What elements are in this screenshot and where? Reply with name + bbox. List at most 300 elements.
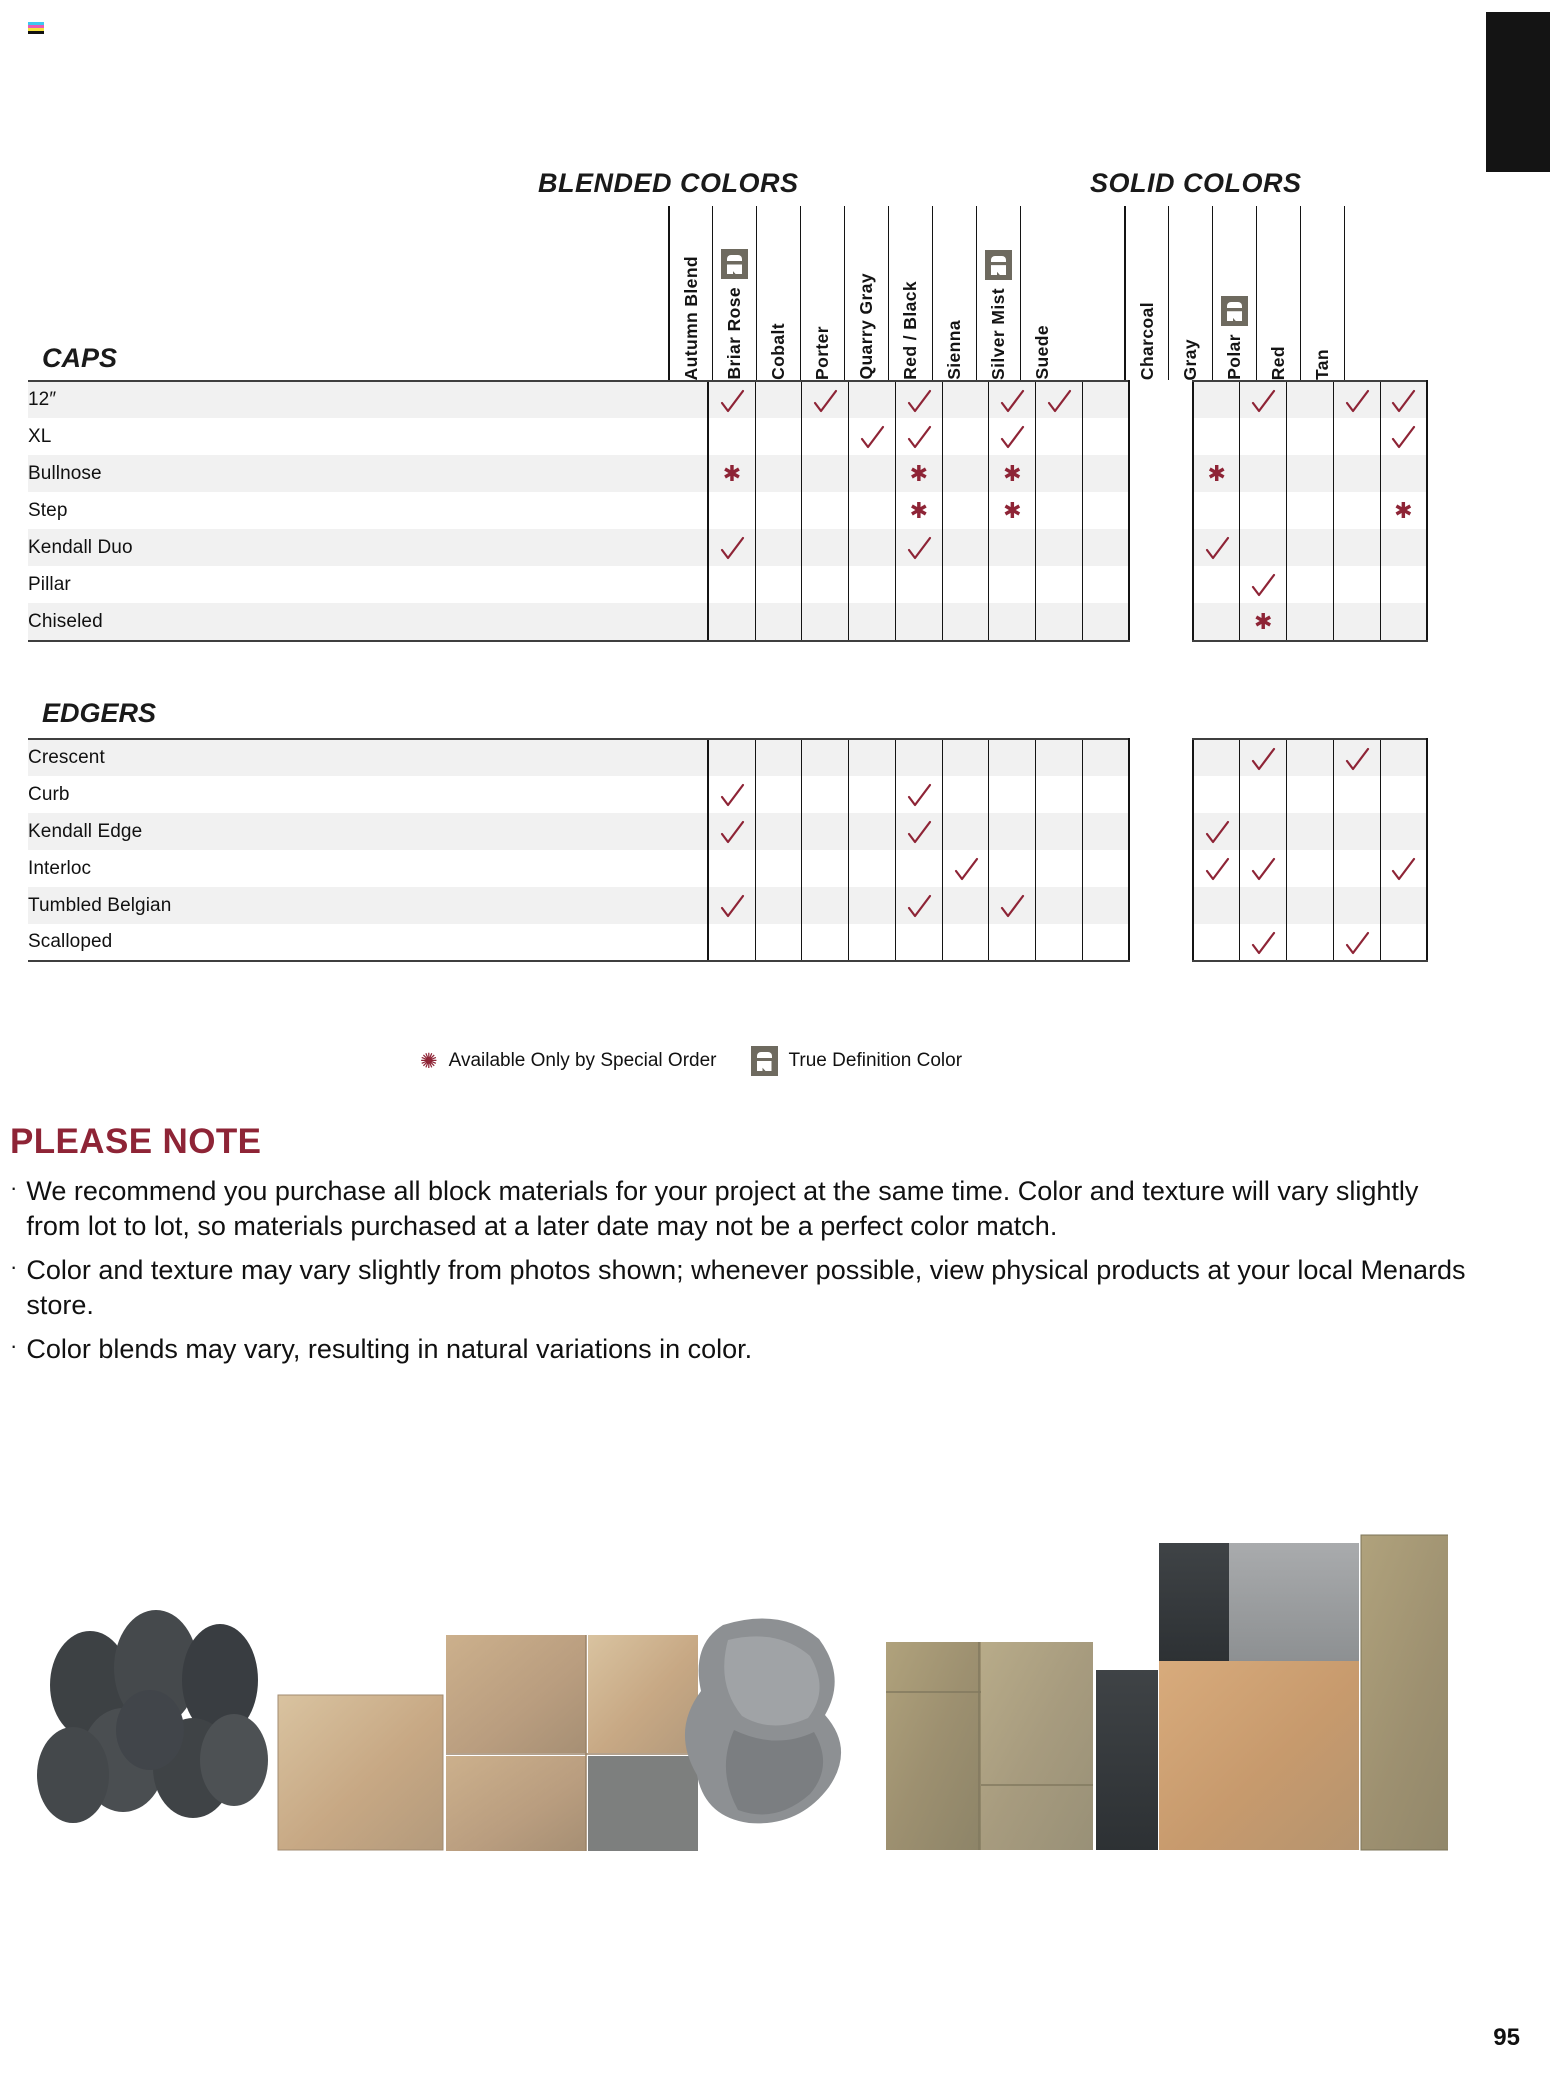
matrix-cell [989,603,1036,641]
table-row [28,739,1427,776]
matrix-cell [755,418,802,455]
matrix-cell [1333,603,1380,641]
column-header-quarry-gray [844,206,888,380]
matrix-cell [1082,603,1129,641]
matrix-cell [1193,529,1240,566]
column-header-label: Suede [1032,325,1052,380]
matrix-cell [942,492,989,529]
check-icon [719,389,745,415]
check-icon [999,425,1025,451]
matrix-cell [895,850,942,887]
note-bullet: · [10,1254,18,1280]
matrix-cell [708,776,755,813]
matrix-cell [1380,887,1427,924]
matrix-cell [895,813,942,850]
matrix-cell [708,529,755,566]
check-icon [906,425,932,451]
matrix-cell [802,566,849,603]
matrix-cell [1333,529,1380,566]
matrix-cell [895,529,942,566]
matrix-cell [895,603,942,641]
matrix-cell [1287,529,1334,566]
matrix-cell [1082,418,1129,455]
row-label: Kendall Duo [28,529,708,566]
matrix-cell [989,813,1036,850]
matrix-cell [849,418,896,455]
matrix-cell [989,776,1036,813]
matrix-cell [1082,529,1129,566]
matrix-cell [1036,418,1083,455]
photo-block-tan [278,1635,698,1851]
matrix-cell [989,418,1036,455]
check-icon [1250,931,1276,957]
check-icon [1390,425,1416,451]
matrix-cell [989,381,1036,418]
matrix-cell [1333,813,1380,850]
photo-paver-slabs [886,1535,1448,1850]
matrix-cell [1082,850,1129,887]
matrix-cell [755,813,802,850]
row-label: Bullnose [28,455,708,492]
row-label: Kendall Edge [28,813,708,850]
registration-mark-icon [28,22,44,36]
matrix-cell [1082,739,1129,776]
matrix-cell [989,887,1036,924]
check-icon [1390,857,1416,883]
check-icon [719,820,745,846]
edgers-table-title: EDGERS [42,698,157,728]
matrix-cell [1240,529,1287,566]
matrix-cell [895,381,942,418]
row-label: 12″ [28,381,708,418]
note-text: Color blends may vary, resulting in natural variations in color. [26,1334,753,1365]
column-header-briar-rose [712,206,756,380]
matrix-cell [755,739,802,776]
matrix-cell [1193,739,1240,776]
column-header-label: Tan [1312,348,1332,380]
column-header-tan [1300,206,1344,380]
group-spacer [1129,492,1193,529]
matrix-cell [802,492,849,529]
matrix-cell [1082,924,1129,961]
row-label: Crescent [28,739,708,776]
matrix-cell [1240,850,1287,887]
matrix-cell [1287,492,1334,529]
note-text: Color and texture may vary slightly from photos shown; whenever possible, view physical products at your local Menards store. [26,1255,1466,1320]
group-label-blended: BLENDED COLORS [538,168,799,198]
matrix-cell [1082,492,1129,529]
matrix-cell [1036,603,1083,641]
matrix-cell [708,813,755,850]
matrix-cell [1240,813,1287,850]
matrix-cell [1380,924,1427,961]
matrix-cell [1193,603,1240,641]
true-definition-icon [985,250,1012,280]
true-definition-icon [721,249,748,279]
group-spacer [1129,455,1193,492]
matrix-cell [1036,813,1083,850]
matrix-cell [1193,492,1240,529]
matrix-cell [1082,566,1129,603]
matrix-cell [755,455,802,492]
true-definition-icon [1221,296,1248,326]
check-icon [906,536,932,562]
row-label: Curb [28,783,70,805]
matrix-cell [1240,887,1287,924]
matrix-cell [1082,455,1129,492]
matrix-cell [802,850,849,887]
note-bullet: · [10,1333,18,1359]
matrix-cell [802,739,849,776]
legend-item-special-order [420,1049,717,1074]
matrix-cell [942,813,989,850]
row-label: Interloc [28,857,92,879]
check-icon [719,536,745,562]
column-header-suede [1020,206,1064,380]
column-header-red [1256,206,1300,380]
group-spacer [1129,566,1193,603]
matrix-cell [1287,418,1334,455]
group-spacer [1129,603,1193,641]
matrix-cell [1380,566,1427,603]
asterisk-icon: ✱ [722,461,742,486]
matrix-cell [1287,566,1334,603]
matrix-cell [802,813,849,850]
matrix-cell [1287,924,1334,961]
matrix-cell [802,887,849,924]
table-row [28,776,1427,813]
group-label-solid: SOLID COLORS [1090,168,1302,198]
matrix-cell [942,603,989,641]
color-availability-tables [28,168,1428,962]
column-header-autumn-blend [668,206,712,380]
table-row [28,887,1427,924]
matrix-cell [1036,455,1083,492]
check-icon [1204,857,1230,883]
matrix-cell [849,887,896,924]
matrix-cell [989,850,1036,887]
asterisk-icon: ✱ [909,461,929,486]
matrix-cell [1036,850,1083,887]
matrix-cell [755,381,802,418]
matrix-cell [755,566,802,603]
row-label: Tumbled Belgian [28,887,708,924]
check-icon [906,894,932,920]
matrix-right-edge [1344,206,1388,380]
matrix-cell [1287,850,1334,887]
column-header-cobalt [756,206,800,380]
matrix-cell [1193,566,1240,603]
matrix-cell [1333,381,1380,418]
matrix-cell [942,455,989,492]
group-spacer [1129,529,1193,566]
matrix-cell [1287,455,1334,492]
matrix-cell [708,418,755,455]
matrix-cell [1193,776,1240,813]
matrix-cell [802,381,849,418]
table-row [28,492,1427,529]
matrix-cell [1380,455,1427,492]
photo-cobbles-dark [37,1610,268,1823]
check-icon [999,389,1025,415]
table-row [28,566,1427,603]
table-row [28,455,1427,492]
check-icon [1204,536,1230,562]
matrix-cell [1240,603,1287,641]
note-list-item [10,1253,1480,1322]
column-header-label: Porter [812,326,832,380]
check-icon [1204,820,1230,846]
column-header-label: Quarry Gray [856,273,876,380]
please-note-title: PLEASE NOTE [10,1122,262,1161]
matrix-cell [1287,381,1334,418]
legend-item-true-definition [751,1046,963,1076]
group-spacer [1129,887,1193,924]
matrix-cell [1287,603,1334,641]
matrix-cell [1193,813,1240,850]
matrix-cell [895,418,942,455]
row-label: Scalloped [28,924,708,961]
matrix-cell [895,455,942,492]
check-icon [812,389,838,415]
matrix-cell [1193,418,1240,455]
check-icon [719,894,745,920]
matrix-cell [1193,850,1240,887]
matrix-cell [708,566,755,603]
matrix-cell [708,924,755,961]
check-icon [953,857,979,883]
matrix-cell [1036,566,1083,603]
matrix-cell [1333,455,1380,492]
check-icon [1390,389,1416,415]
matrix-cell [895,924,942,961]
matrix-cell [1240,776,1287,813]
matrix-cell [1240,739,1287,776]
matrix-cell [989,924,1036,961]
matrix-cell [755,850,802,887]
column-header-label: Charcoal [1136,301,1157,380]
matrix-cell [1333,739,1380,776]
matrix-cell [802,455,849,492]
matrix-cell [1036,924,1083,961]
column-header-charcoal [1124,206,1168,380]
matrix-cell [755,924,802,961]
matrix-cell [1333,492,1380,529]
matrix-cell [1333,566,1380,603]
check-icon [906,820,932,846]
check-icon [859,425,885,451]
column-header-label: Cobalt [768,323,788,380]
matrix-cell [895,492,942,529]
check-icon [999,894,1025,920]
matrix-cell [989,492,1036,529]
matrix-cell [1193,887,1240,924]
matrix-cell [755,776,802,813]
column-header-porter [800,206,844,380]
matrix-cell [1380,813,1427,850]
column-header-label: Silver Mist [988,288,1008,380]
asterisk-icon: ✱ [909,498,929,523]
matrix-cell [1036,529,1083,566]
caps-matrix [28,380,1428,642]
matrix-cell [989,566,1036,603]
matrix-cell [708,381,755,418]
matrix-cell [755,492,802,529]
note-list-item [10,1174,1480,1243]
matrix-cell [1380,418,1427,455]
matrix-cell [1240,492,1287,529]
asterisk-icon: ✱ [1253,609,1273,634]
matrix-cell [849,492,896,529]
asterisk-icon: ✱ [1394,498,1413,523]
check-icon [906,389,932,415]
true-definition-icon [751,1046,778,1076]
group-spacer [1129,739,1193,776]
matrix-cell [989,455,1036,492]
matrix-cell [942,529,989,566]
matrix-cell [802,776,849,813]
matrix-cell [1333,776,1380,813]
matrix-cell [942,566,989,603]
column-header-label: Gray [1180,338,1200,380]
matrix-cell [1082,776,1129,813]
matrix-cell [942,887,989,924]
group-spacer [1129,850,1193,887]
check-icon [1046,389,1072,415]
table-row [28,603,1427,641]
row-label: Chiseled [28,603,708,641]
matrix-cell [1380,492,1427,529]
table-row [28,418,1427,455]
check-icon [1250,389,1276,415]
matrix-cell [1193,924,1240,961]
matrix-cell [1240,418,1287,455]
matrix-cell [1333,924,1380,961]
matrix-cell [1287,813,1334,850]
group-spacer [1129,418,1193,455]
legend [420,1046,962,1076]
note-text: We recommend you purchase all block materials for your project at the same time. Color and texture will vary slightly from lot to lot, so materials purchased at a later date may not be a perfect color match. [26,1176,1419,1241]
check-icon [906,783,932,809]
matrix-cell [989,739,1036,776]
matrix-cell [1193,455,1240,492]
table-row [28,813,1427,850]
matrix-cell [895,887,942,924]
matrix-cell [849,529,896,566]
row-label: Step [28,499,68,521]
check-icon [1344,931,1370,957]
column-header-gray [1168,206,1212,380]
matrix-cell [755,603,802,641]
matrix-cell [1287,887,1334,924]
check-icon [1344,389,1370,415]
matrix-cell [708,850,755,887]
matrix-cell [802,924,849,961]
matrix-cell [849,566,896,603]
matrix-cell [1082,813,1129,850]
matrix-cell [802,529,849,566]
matrix-cell [942,739,989,776]
matrix-cell [1333,887,1380,924]
column-header-label: Polar [1224,334,1244,380]
table-row [28,924,1427,961]
matrix-cell [849,603,896,641]
column-header-red-black [888,206,932,380]
matrix-cell [942,776,989,813]
group-spacer [1129,381,1193,418]
matrix-cell [1380,776,1427,813]
matrix-cell [708,887,755,924]
matrix-cell [1333,850,1380,887]
matrix-cell [1240,566,1287,603]
column-header-label: Briar Rose [724,287,744,380]
matrix-cell [849,381,896,418]
edgers-matrix [28,738,1428,962]
matrix-cell [755,887,802,924]
matrix-cell [849,776,896,813]
matrix-cell [942,381,989,418]
matrix-cell [849,850,896,887]
matrix-cell [942,418,989,455]
matrix-cell [849,813,896,850]
group-spacer [1129,813,1193,850]
matrix-cell [849,924,896,961]
matrix-cell [1380,603,1427,641]
table-row [28,381,1427,418]
column-header-label: Sienna [944,320,964,380]
page-edge-tab [1486,12,1550,172]
matrix-cell [1380,529,1427,566]
asterisk-icon: ✱ [1207,461,1226,486]
asterisk-icon: ✺ [420,1049,438,1073]
legend-label-true-definition: True Definition Color [788,1050,963,1071]
check-icon [1344,747,1370,773]
column-header-label: Red [1268,345,1288,380]
table-row [28,529,1427,566]
matrix-cell [1380,381,1427,418]
matrix-cell [1036,887,1083,924]
check-icon [719,783,745,809]
column-header-silver-mist [976,206,1020,380]
matrix-cell [895,776,942,813]
matrix-cell [1333,418,1380,455]
matrix-cell [895,739,942,776]
matrix-cell [1082,381,1129,418]
matrix-cell [989,529,1036,566]
matrix-cell [849,739,896,776]
matrix-cell [708,455,755,492]
check-icon [1250,857,1276,883]
matrix-cell [708,739,755,776]
table-row [28,850,1427,887]
page-number: 95 [1493,2024,1520,2051]
photo-irregular-stone [685,1619,841,1824]
column-header-sienna [932,206,976,380]
matrix-cell [1380,739,1427,776]
matrix-cell [1036,381,1083,418]
matrix-cell [1193,381,1240,418]
matrix-cell [1036,739,1083,776]
matrix-cell [942,924,989,961]
matrix-cell [708,603,755,641]
matrix-cell [942,850,989,887]
caps-table-title: CAPS [42,343,118,373]
matrix-cell [1036,776,1083,813]
group-spacer [1129,924,1193,961]
column-header-label: Autumn Blend [680,255,701,380]
matrix-cell [755,529,802,566]
row-label: XL [28,425,52,447]
